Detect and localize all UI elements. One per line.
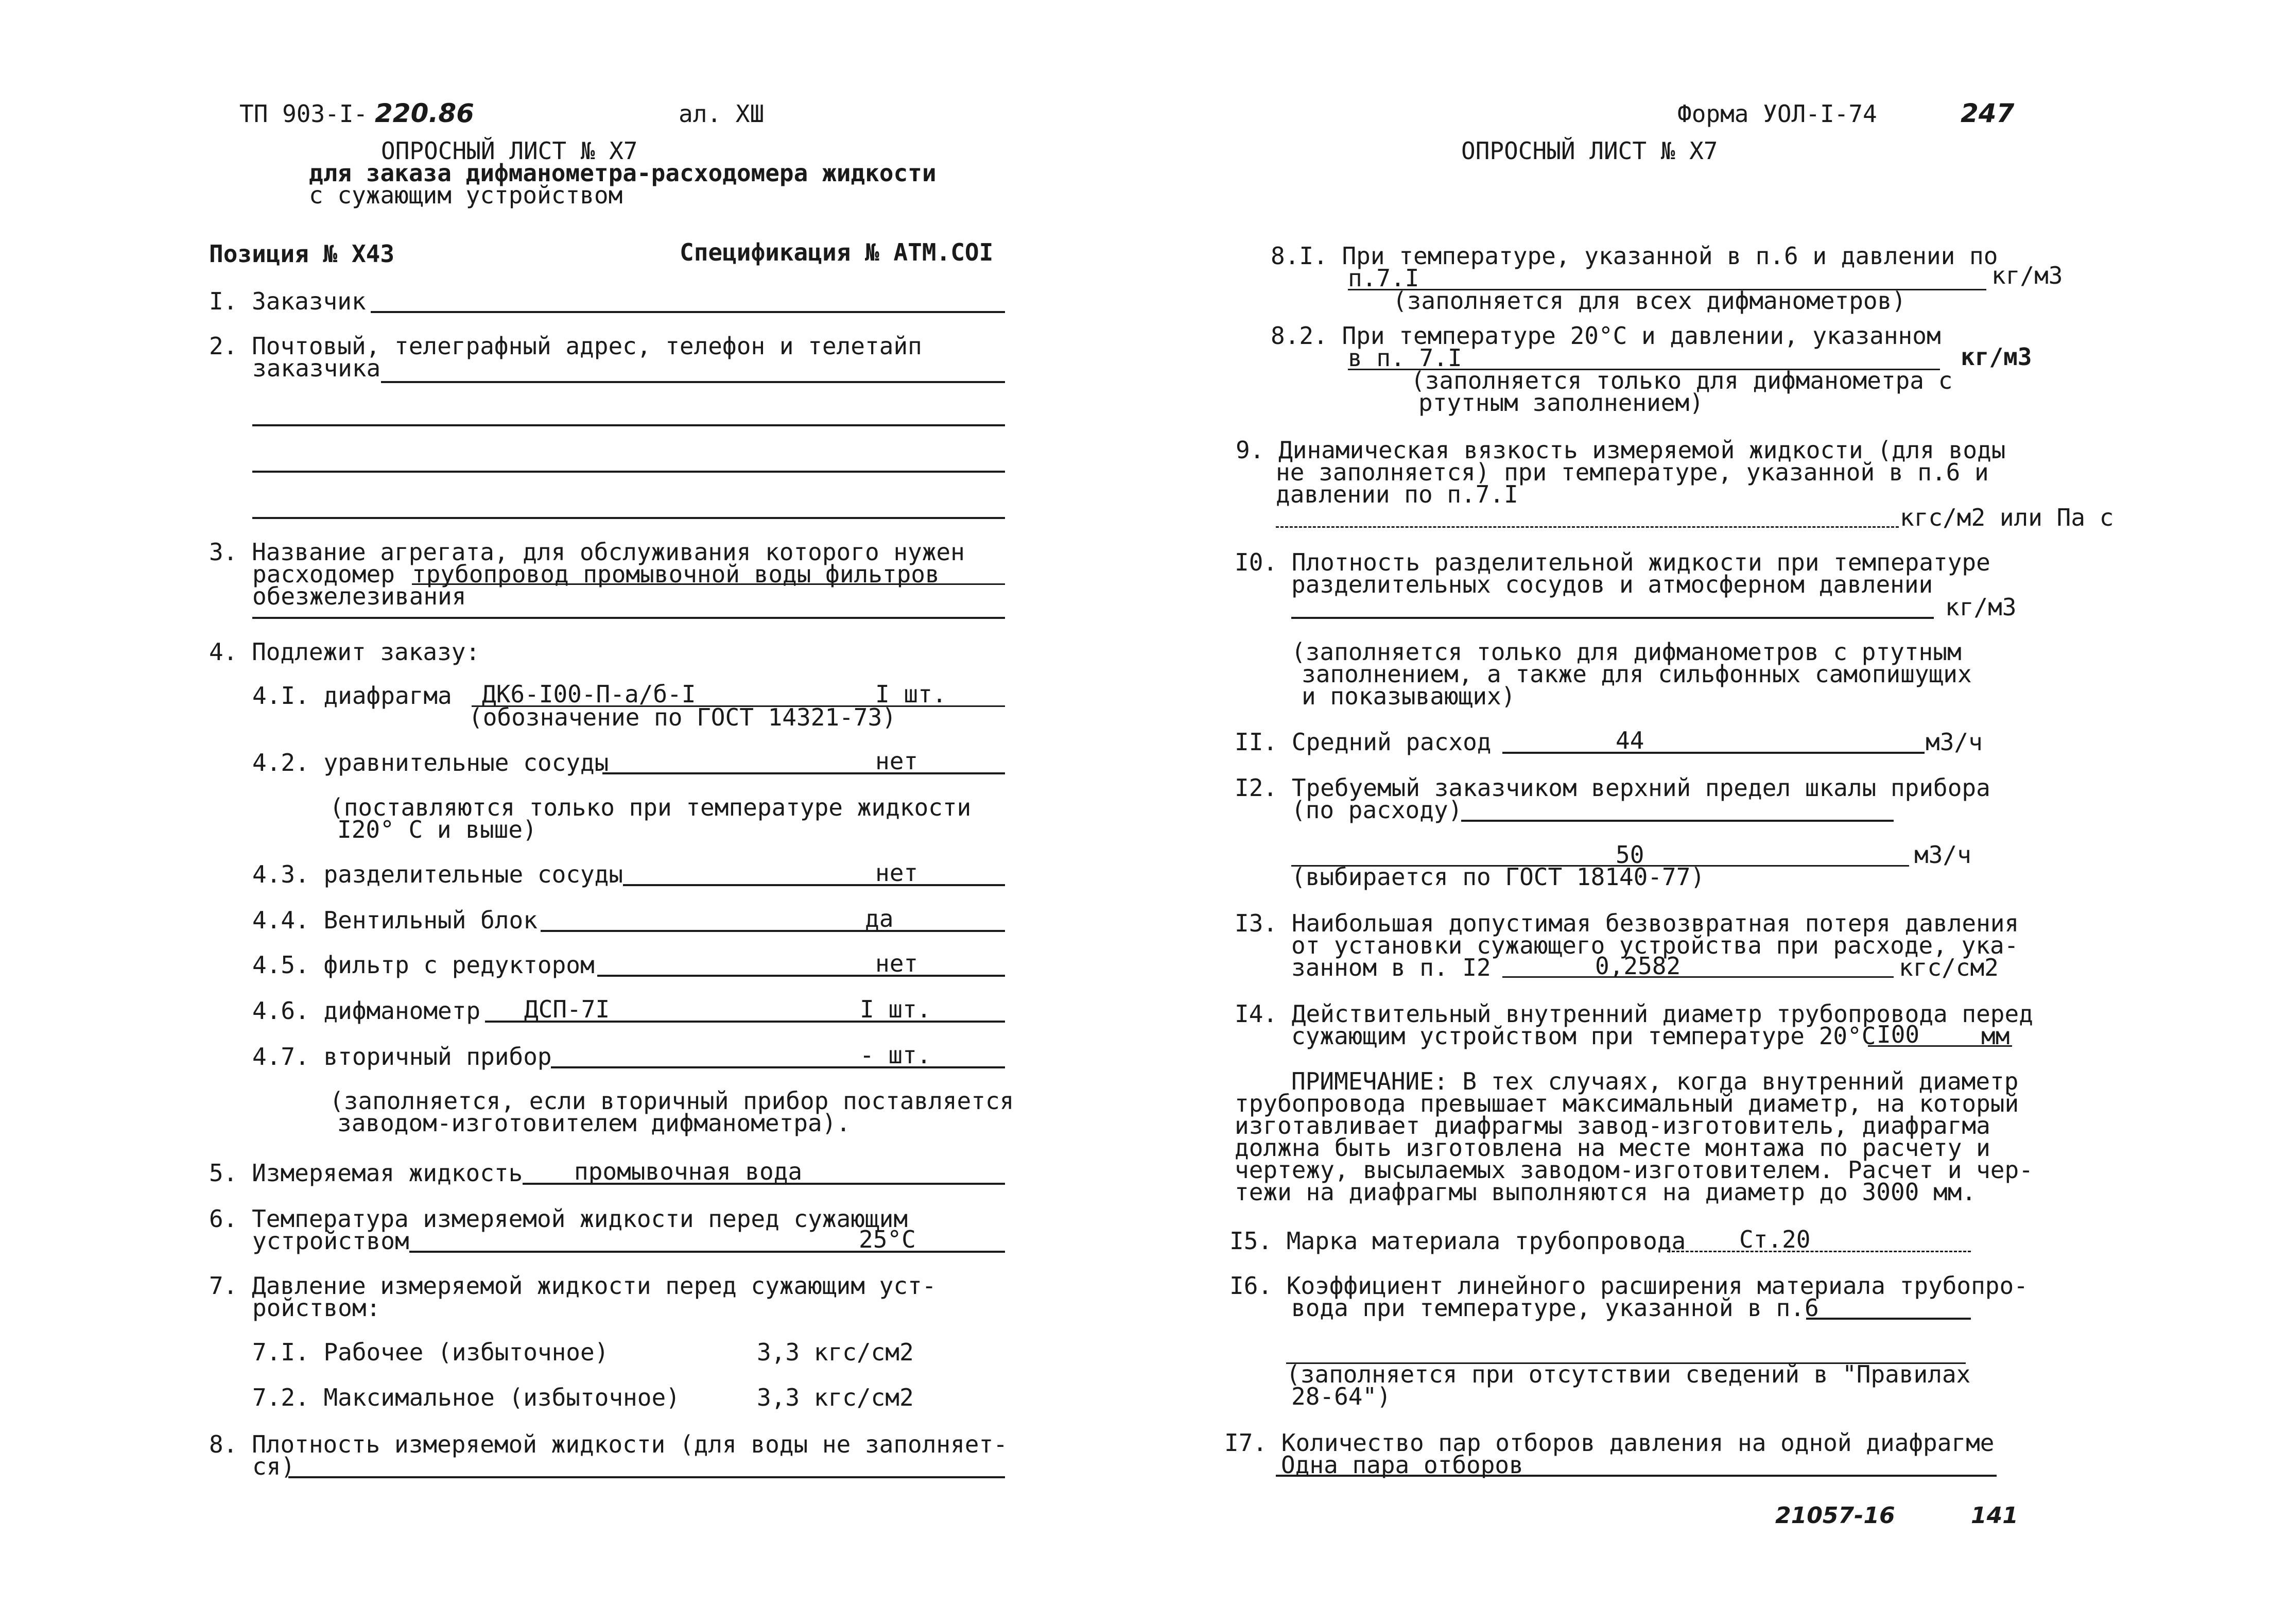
q9-viscosity-line [1276, 526, 1899, 528]
q7-pressure-label-1: 7. Давление измеряемой жидкости перед сужающим уст- [209, 1272, 937, 1300]
q8-2-label-2: в п. 7.I [1348, 344, 1462, 372]
q4-3-separating-value: нет [875, 859, 919, 887]
document-code: ТП 903-I- [239, 100, 368, 128]
q17-taps-line [1276, 1475, 1997, 1477]
q3-unit-line-2 [252, 617, 1005, 619]
q14-diameter-label-1: I4. Действительный внутренний диаметр трубопровода перед [1235, 1000, 2033, 1028]
q5-liquid-label: 5. Измеряемая жидкость [209, 1159, 523, 1187]
q8-density-label-2: ся) [252, 1453, 296, 1480]
q4-3-separating-label: 4.3. разделительные сосуды [252, 860, 623, 888]
q16-expansion-note-2: 28-64") [1291, 1383, 1391, 1410]
q3-unit-value-1: трубопровод промывочной воды фильтров [412, 560, 940, 588]
q4-2-equalizing-note-2: I20° С и выше) [337, 816, 537, 843]
form-title: ОПРОСНЫЙ ЛИСТ № Х7 [381, 137, 638, 165]
q12-scale-label-1: I2. Требуемый заказчиком верхний предел шкалы прибора [1235, 774, 1990, 802]
q4-order-label: 4. Подлежит заказу: [209, 638, 480, 666]
q11-flow-value: 44 [1616, 727, 1644, 754]
q4-6-manometer-label: 4.6. дифманометр [252, 997, 481, 1025]
q7-2-maximum-label: 7.2. Максимальное (избыточное) [252, 1384, 680, 1411]
note-line-1: ПРИМЕЧАНИЕ: В тех случаях, когда внутренний диаметр [1291, 1067, 2019, 1095]
q14-diameter-label-2: сужающим устройством при температуре 20°С [1291, 1022, 1876, 1050]
q17-taps-label: I7. Количество пар отборов давления на одной диафрагме [1224, 1429, 1995, 1457]
q12-scale-unit: м3/ч [1914, 841, 1971, 869]
q2-address-label-1: 2. Почтовый, телеграфный адрес, телефон и телетайп [209, 332, 922, 360]
q16-expansion-label-1: I6. Коэффициент линейного расширения материала трубопро- [1229, 1272, 2028, 1300]
q13-loss-unit: кгс/см2 [1899, 954, 1999, 981]
q9-viscosity-label-3: давлении по п.7.I [1276, 480, 1518, 508]
q12-scale-note: (выбирается по ГОСТ 18140-77) [1291, 863, 1705, 891]
q4-7-secondary-qty: - шт. [860, 1041, 931, 1069]
q4-2-equalizing-line [602, 772, 1005, 774]
q6-temperature-label-1: 6. Температура измеряемой жидкости перед сужающим [209, 1205, 908, 1233]
q12-scale-line-1 [1461, 820, 1894, 822]
q17-taps-value: Одна пара отборов [1281, 1451, 1523, 1479]
q11-flow-unit: м3/ч [1926, 728, 1983, 756]
q10-density-note-3: и показывающих) [1302, 682, 1516, 710]
q4-7-secondary-note-1: (заполняется, если вторичный прибор поставляется [330, 1087, 1014, 1115]
q4-6-manometer-value: ДСП-7I [524, 995, 610, 1023]
position-number: Позиция № Х43 [209, 240, 395, 268]
q4-2-equalizing-label: 4.2. уравнительные сосуды [252, 749, 609, 776]
q4-4-valve-block-line [541, 930, 1005, 932]
q4-5-filter-line [597, 975, 1005, 977]
q9-viscosity-unit: кгс/м2 или Па с [1900, 504, 2114, 531]
q14-diameter-unit: мм [1981, 1022, 2010, 1050]
q11-flow-label: II. Средний расход [1235, 728, 1492, 756]
q10-density-line [1291, 617, 1934, 619]
q7-1-working-value: 3,3 кгс/см2 [757, 1338, 914, 1366]
q14-diameter-value: I00 [1877, 1021, 1920, 1048]
note-line-3: изготавливает диафрагмы завод-изготовитель, диафрагма [1235, 1112, 1990, 1139]
page-number: 247 [1961, 98, 2015, 128]
note-line-6: тежи на диафрагмы выполняются на диаметр до 3000 мм. [1235, 1178, 1977, 1206]
q7-pressure-label-2: ройством: [252, 1294, 381, 1322]
q10-density-unit: кг/м3 [1945, 593, 2017, 621]
q4-2-equalizing-value: нет [875, 747, 919, 775]
q16-expansion-label-2: вода при температуре, указанной в п.6 [1291, 1294, 1819, 1322]
q14-diameter-line [1868, 1045, 2012, 1047]
q13-loss-value: 0,2582 [1595, 952, 1681, 980]
q10-density-label-1: I0. Плотность разделительной жидкости при температуре [1235, 548, 1990, 576]
q2-address-line-2 [252, 424, 1005, 426]
q8-2-note-2: ртутным заполнением) [1418, 389, 1704, 417]
q4-1-diaphragm-value: ДК6-I00-П-а/б-I [482, 680, 696, 708]
q8-2-label-1: 8.2. При температуре 20°С и давлении, указанном [1271, 322, 1941, 350]
q4-2-equalizing-note-1: (поставляются только при температуре жидкости [330, 793, 972, 821]
q13-loss-label-2: от установки сужающего устройства при расходе, ука- [1291, 931, 2019, 959]
q4-1-diaphragm-qty: I шт. [875, 680, 947, 708]
q16-expansion-line-1 [1806, 1318, 1971, 1320]
q4-5-filter-label: 4.5. фильтр с редуктором [252, 951, 595, 979]
q8-1-label-2: п.7.I [1348, 264, 1419, 292]
q4-4-valve-block-value: да [865, 905, 894, 932]
q10-density-note-1: (заполняется только для дифманометров с ртутным [1291, 638, 1962, 666]
q4-6-manometer-line [485, 1021, 1005, 1023]
note-line-2: трубопровода превышает максимальный диаметр, на который [1235, 1090, 2019, 1117]
q4-7-secondary-note-2: заводом-изготовителем дифманометра). [337, 1109, 851, 1137]
q4-3-separating-line [623, 884, 1005, 886]
q10-density-label-2: разделительных сосудов и атмосферном давлении [1291, 571, 1933, 598]
q2-address-label-2: заказчика [252, 354, 381, 382]
q4-1-diaphragm-label: 4.I. диафрагма [252, 682, 452, 710]
q4-7-secondary-line [551, 1066, 1005, 1068]
q4-4-valve-block-label: 4.4. Вентильный блок [252, 906, 538, 934]
q3-unit-label-2: расходомер [252, 560, 395, 588]
q1-customer-label: I. Заказчик [209, 287, 366, 315]
q5-liquid-line [523, 1183, 1005, 1185]
q13-loss-label-1: I3. Наибольшая допустимая безвозвратная потеря давления [1235, 909, 2019, 937]
note-line-5: чертежу, высылаемых заводом-изготовителем. Расчет и чер- [1235, 1156, 2033, 1184]
q7-2-maximum-value: 3,3 кгс/см2 [757, 1384, 914, 1411]
form-subtitle-1: для заказа дифманометра-расходомера жидкости [309, 159, 937, 187]
q8-density-line [288, 1476, 1005, 1478]
q6-temperature-label-2: устройством [252, 1227, 409, 1255]
q4-5-filter-value: нет [875, 949, 919, 977]
specification-number: Спецификация № АТМ.СОI [680, 238, 994, 266]
q6-temperature-value: 25°С [859, 1225, 916, 1253]
form-subtitle-2: с сужающим устройством [309, 181, 623, 209]
q13-loss-label-3: занном в п. I2 [1291, 954, 1491, 981]
q9-viscosity-label-1: 9. Динамическая вязкость измеряемой жидкости (для воды [1236, 436, 2006, 464]
q5-liquid-value: промывочная вода [574, 1157, 803, 1185]
q9-viscosity-label-2: не заполняется) при температуре, указанной в п.6 и [1276, 458, 1989, 486]
q3-unit-line-1 [412, 583, 1005, 585]
q2-address-line-1 [381, 381, 1005, 383]
q15-material-label: I5. Марка материала трубопровода [1229, 1227, 1686, 1255]
q11-flow-line [1502, 752, 1925, 754]
q8-density-label-1: 8. Плотность измеряемой жидкости (для воды не заполняет- [209, 1430, 1008, 1458]
document-code-handwritten: 220.86 [375, 98, 474, 128]
q4-6-manometer-qty: I шт. [860, 995, 931, 1023]
q8-1-label-1: 8.I. При температуре, указанной в п.6 и давлении по [1271, 242, 1998, 270]
right-form-title: ОПРОСНЫЙ ЛИСТ № Х7 [1461, 137, 1718, 165]
q8-1-note: (заполняется для всех дифманометров) [1393, 287, 1906, 315]
q2-address-line-3 [252, 471, 1005, 473]
footer-code: 21057-16 [1775, 1502, 1895, 1529]
q12-scale-label-2: (по расходу) [1291, 796, 1463, 824]
q12-scale-value: 50 [1616, 841, 1644, 869]
album-number: ал. XШ [679, 100, 765, 128]
footer-page-number: 141 [1971, 1502, 2018, 1529]
q3-unit-value-2: обезжелезивания [252, 582, 466, 610]
q4-7-secondary-label: 4.7. вторичный прибор [252, 1043, 552, 1070]
q8-1-unit: кг/м3 [1991, 262, 2063, 289]
q1-customer-line [371, 311, 1005, 313]
q13-loss-line [1502, 976, 1894, 978]
q8-2-unit: кг/м3 [1961, 343, 2032, 371]
q6-temperature-line [409, 1251, 1005, 1253]
q8-2-note-1: (заполняется только для дифманометра с [1411, 367, 1953, 394]
q7-1-working-label: 7.I. Рабочее (избыточное) [252, 1338, 609, 1366]
q3-unit-label-1: 3. Название агрегата, для обслуживания которого нужен [209, 538, 965, 566]
q10-density-note-2: заполнением, а также для сильфонных самопишущих [1302, 660, 1972, 688]
q15-material-value: Ст.20 [1739, 1225, 1811, 1253]
q16-expansion-note-1: (заполняется при отсутствии сведений в "Правилах [1286, 1360, 1971, 1388]
q15-material-line [1667, 1251, 1971, 1252]
q2-address-line-4 [252, 517, 1005, 519]
note-line-4: должна быть изготовлена на месте монтажа по расчету и [1235, 1134, 1990, 1162]
q4-1-diaphragm-note: (обозначение по ГОСТ 14321-73) [469, 703, 896, 731]
form-code: Форма УОЛ-I-74 [1677, 100, 1877, 128]
